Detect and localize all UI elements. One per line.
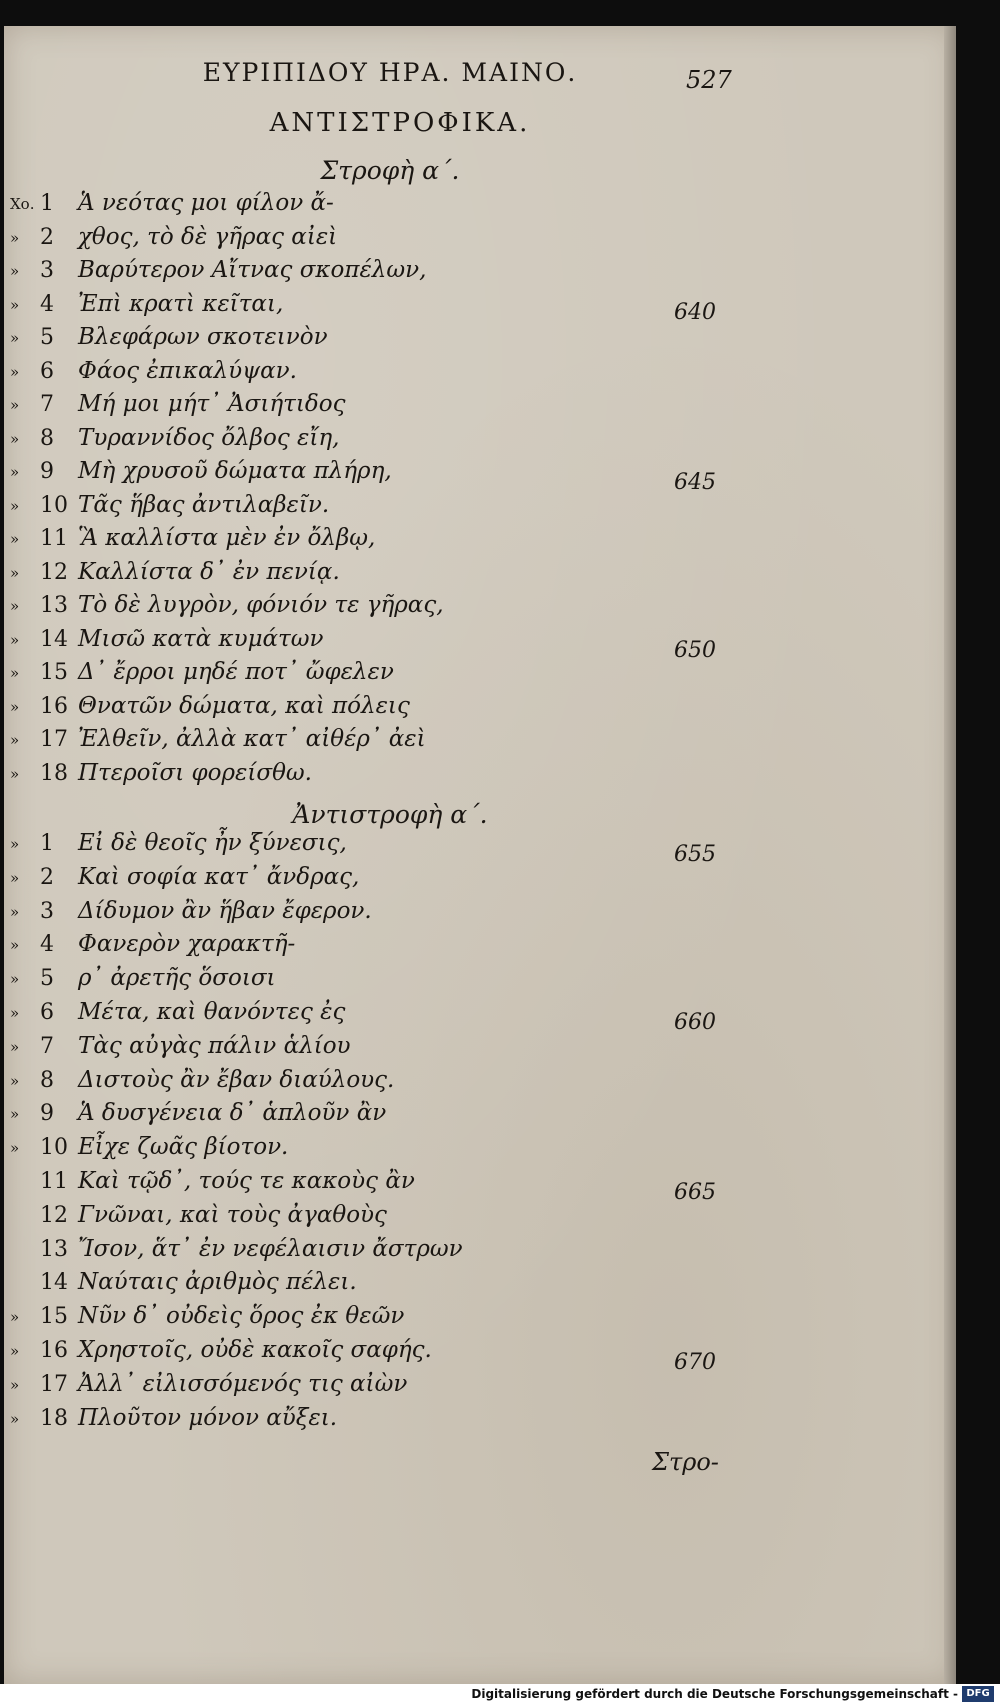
verse-line xyxy=(10,391,710,423)
verse-number: 15 xyxy=(40,660,68,685)
verse-text: Καὶ τῷδ᾽, τούς τε κακοὺς ἂν xyxy=(78,1168,415,1194)
speaker-marker: » xyxy=(10,1409,20,1428)
verse-line xyxy=(10,659,710,691)
verse-number: 1 xyxy=(40,831,54,856)
verse-text: Ναύταις ἀριθμὸς πέλει. xyxy=(78,1269,357,1296)
speaker-marker: » xyxy=(10,664,20,682)
verse-number: 9 xyxy=(40,1101,54,1127)
verse-line xyxy=(10,965,710,997)
verse-line xyxy=(10,324,710,356)
verse-line xyxy=(10,190,710,222)
verse-text: χθος, τὸ δὲ γῆρας αἰεὶ xyxy=(78,223,338,250)
verse-line xyxy=(10,864,710,896)
speaker-marker: » xyxy=(10,597,20,615)
verse-number: 18 xyxy=(40,760,68,786)
speaker-marker: » xyxy=(10,1071,20,1090)
speaker-marker: » xyxy=(10,1308,20,1327)
verse-line xyxy=(10,458,710,490)
verse-line xyxy=(10,1371,710,1403)
verse-line xyxy=(10,1202,710,1234)
verse-number: 15 xyxy=(40,1304,68,1330)
speaker-marker: » xyxy=(10,1004,20,1022)
verse-number: 14 xyxy=(40,626,68,652)
verse-number: 13 xyxy=(40,1236,68,1262)
verse-text: Ἴσον, ἅτ᾽ ἐν νεφέλαισιν ἄστρων xyxy=(78,1235,463,1262)
speaker-marker: » xyxy=(10,764,20,783)
speaker-marker: » xyxy=(10,902,20,921)
verse-number: 5 xyxy=(40,966,54,992)
verse-line xyxy=(10,1033,710,1065)
verse-text: Μὴ χρυσοῦ δώματα πλήρη, xyxy=(78,458,392,484)
speaker-marker: » xyxy=(10,329,20,347)
verse-text: Τὸ δὲ λυγρὸν, φόνιόν τε γῆρας, xyxy=(78,592,444,618)
margin-line-number: 660 xyxy=(674,1010,716,1035)
verse-number: 10 xyxy=(40,1135,68,1161)
verse-number: 5 xyxy=(40,325,54,350)
verse-line xyxy=(10,626,710,658)
page-number: 527 xyxy=(686,66,732,94)
verse-number: 7 xyxy=(40,392,54,417)
verse-number: 3 xyxy=(40,898,54,924)
verse-line xyxy=(10,1405,710,1437)
verse-line xyxy=(10,830,710,862)
verse-line xyxy=(10,592,710,624)
section-title: ΑΝΤΙΣΤΡΟΦΙΚΑ. xyxy=(269,108,531,138)
verse-number: 3 xyxy=(40,258,54,283)
page-edge xyxy=(944,26,956,1684)
catchword: Στρο- xyxy=(652,1448,719,1476)
verse-text: Μέτα, καὶ θανόντες ἐς xyxy=(78,999,346,1025)
verse-line xyxy=(10,693,710,725)
verse-number: 16 xyxy=(40,1338,68,1363)
verse-number: 4 xyxy=(40,932,54,958)
verse-line xyxy=(10,525,710,557)
margin-line-number: 670 xyxy=(674,1350,716,1375)
speaker-marker: » xyxy=(10,1342,20,1360)
verse-number: 7 xyxy=(40,1033,54,1059)
verse-text: ρ᾽ ἀρετῆς ὅσοισι xyxy=(78,965,276,992)
verse-text: Πλοῦτον μόνον αὔξει. xyxy=(78,1404,338,1431)
verse-number: 12 xyxy=(40,559,68,585)
speaker-marker: » xyxy=(10,1105,20,1124)
verse-line xyxy=(10,257,710,289)
speaker-marker: » xyxy=(10,463,20,481)
verse-text: Ἁ δυσγένεια δ᾽ ἁπλοῦν ἂν xyxy=(78,1100,387,1127)
verse-text: Θνατῶν δώματα, καὶ πόλεις xyxy=(78,692,410,719)
verse-line xyxy=(10,1100,710,1132)
verse-text: Μή μοι μήτ᾽ Ἀσιήτιδος xyxy=(78,391,346,417)
speaker-marker: » xyxy=(10,496,20,515)
speaker-marker: » xyxy=(10,396,20,414)
verse-text: Καὶ σοφία κατ᾽ ἄνδρας, xyxy=(78,863,360,890)
verse-text: Ἀλλ᾽ εἰλισσόμενός τις αἰὼν xyxy=(78,1370,408,1397)
verse-text: Ἐπὶ κρατὶ κεῖται, xyxy=(78,290,284,317)
verse-text: Ἃ καλλίστα μὲν ἐν ὄλβῳ, xyxy=(78,525,376,551)
speaker-marker: » xyxy=(10,429,20,448)
verse-line xyxy=(10,1303,710,1335)
verse-number: 11 xyxy=(40,526,68,551)
verse-number: 8 xyxy=(40,425,54,451)
margin-line-number: 665 xyxy=(674,1180,716,1205)
verse-line xyxy=(10,1168,710,1200)
verse-text: Εἶχε ζωᾶς βίοτον. xyxy=(78,1134,289,1161)
footer-credit: Digitalisierung gefördert durch die Deutsche Forschungsgemeinschaft - xyxy=(471,1687,958,1701)
speaker-marker: » xyxy=(10,731,20,749)
verse-number: 16 xyxy=(40,693,68,719)
verse-number: 13 xyxy=(40,593,68,618)
verse-line xyxy=(10,1134,710,1166)
speaker-marker: » xyxy=(10,936,20,955)
verse-line xyxy=(10,999,710,1031)
verse-text: Τᾶς ἥβας ἀντιλαβεῖν. xyxy=(78,491,330,518)
verse-text: Διστοὺς ἂν ἔβαν διαύλους. xyxy=(78,1066,395,1093)
verse-number: 8 xyxy=(40,1067,54,1093)
verse-line xyxy=(10,358,710,390)
verse-text: Δ᾽ ἔρροι μηδέ ποτ᾽ ὤφελεν xyxy=(78,659,394,685)
verse-text: Ἁ νεότας μοι φίλον ἄ- xyxy=(78,190,334,216)
verse-number: 4 xyxy=(40,291,54,317)
verse-line xyxy=(10,1269,710,1301)
dfg-logo: DFG xyxy=(962,1686,994,1702)
verse-number: 9 xyxy=(40,459,54,484)
speaker-marker: » xyxy=(10,362,20,381)
verse-text: Χρηστοῖς, οὐδὲ κακοῖς σαφής. xyxy=(78,1337,432,1363)
verse-line xyxy=(10,1236,710,1268)
verse-number: 18 xyxy=(40,1405,68,1431)
verse-text: Καλλίστα δ᾽ ἐν πενίᾳ. xyxy=(78,558,340,585)
speaker-marker: » xyxy=(10,262,20,280)
verse-number: 10 xyxy=(40,492,68,518)
speaker-marker: » xyxy=(10,563,20,582)
verse-line xyxy=(10,1337,710,1369)
running-title: ΕΥΡΙΠΙΔΟΥ ΗΡΑ. ΜΑΙΝΟ. xyxy=(202,58,578,87)
verse-number: 17 xyxy=(40,1371,68,1397)
verse-text: Πτεροῖσι φορείσθω. xyxy=(78,759,312,786)
verse-text: Νῦν δ᾽ οὐδεὶς ὅρος ἐκ θεῶν xyxy=(78,1303,405,1330)
margin-line-number: 645 xyxy=(674,470,716,495)
speaker-marker: » xyxy=(10,1037,20,1056)
verse-line xyxy=(10,224,710,256)
verse-number: 6 xyxy=(40,358,54,384)
verse-line xyxy=(10,425,710,457)
verse-number: 6 xyxy=(40,1000,54,1025)
speaker-marker: » xyxy=(10,970,20,989)
verse-text: Μισῶ κατὰ κυμάτων xyxy=(78,625,324,652)
speaker-marker: » xyxy=(10,1375,20,1394)
speaker-marker: Χο. xyxy=(10,195,35,213)
strophe-heading: Στροφὴ α΄. xyxy=(320,156,460,185)
speaker-marker: » xyxy=(10,1139,20,1158)
speaker-marker: » xyxy=(10,530,20,548)
verse-text: Τυραννίδος ὄλβος εἴη, xyxy=(78,424,340,451)
verse-line xyxy=(10,931,710,963)
verse-line xyxy=(10,760,710,792)
antistrophe-heading: Ἀντιστροφὴ α΄. xyxy=(292,800,488,829)
verse-line xyxy=(10,492,710,524)
verse-text: Γνῶναι, καὶ τοὺς ἀγαθοὺς xyxy=(78,1201,387,1228)
verse-text: Βλεφάρων σκοτεινὸν xyxy=(78,324,328,350)
margin-line-number: 650 xyxy=(674,638,716,663)
speaker-marker: » xyxy=(10,697,20,716)
verse-text: Φάος ἐπικαλύψαν. xyxy=(78,357,297,384)
speaker-marker: » xyxy=(10,228,20,247)
speaker-marker: » xyxy=(10,295,20,314)
verse-text: Βαρύτερον Αἴτνας σκοπέλων, xyxy=(78,257,427,283)
verse-number: 11 xyxy=(40,1169,68,1194)
margin-line-number: 655 xyxy=(674,842,716,867)
verse-text: Φανερὸν χαρακτῆ- xyxy=(78,931,296,958)
verse-line xyxy=(10,898,710,930)
verse-number: 1 xyxy=(40,191,54,216)
verse-text: Τὰς αὐγὰς πάλιν ἁλίου xyxy=(78,1032,351,1059)
speaker-marker: » xyxy=(10,630,20,649)
verse-number: 14 xyxy=(40,1270,68,1296)
verse-text: Ἐλθεῖν, ἀλλὰ κατ᾽ αἰθέρ᾽ ἀεὶ xyxy=(78,726,426,752)
verse-line xyxy=(10,291,710,323)
verse-number: 2 xyxy=(40,864,54,890)
verse-number: 2 xyxy=(40,224,54,250)
verse-line xyxy=(10,559,710,591)
verse-number: 17 xyxy=(40,727,68,752)
speaker-marker: » xyxy=(10,835,20,853)
margin-line-number: 640 xyxy=(674,300,716,325)
verse-text: Δίδυμον ἂν ἥβαν ἔφερον. xyxy=(78,897,372,924)
verse-line xyxy=(10,1067,710,1099)
verse-text: Εἰ δὲ θεοῖς ἦν ξύνεσις, xyxy=(78,830,347,856)
speaker-marker: » xyxy=(10,868,20,887)
verse-line xyxy=(10,726,710,758)
verse-number: 12 xyxy=(40,1202,68,1228)
